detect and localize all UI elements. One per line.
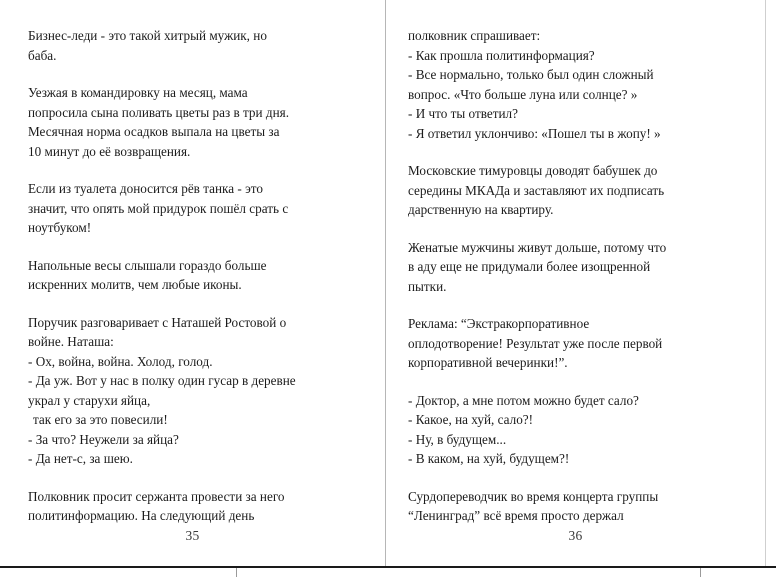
- joke-paragraph: [28, 83, 358, 161]
- text-line: политинформацию. На следующий день: [28, 508, 255, 523]
- text-line: значит, что опять мой придурок пошёл срать с: [28, 200, 289, 216]
- bottom-tick-mark-right: [700, 568, 701, 577]
- joke-paragraph: [28, 256, 358, 295]
- page-gutter-divider: [385, 0, 386, 566]
- text-line: - Я ответил уклончиво: «Пошел ты в жопу! »: [408, 125, 661, 141]
- page-left-text-column: [28, 26, 358, 526]
- joke-paragraph: [408, 487, 745, 526]
- text-line: Сурдопереводчик во время концерта группы: [408, 488, 659, 504]
- text-line: так его за это повесили!: [33, 412, 168, 427]
- text-line: 10 минут до её возвращения.: [28, 143, 191, 159]
- joke-paragraph: [28, 487, 358, 526]
- page-number-left: 35: [185, 528, 200, 543]
- bottom-tick-mark-left: [236, 568, 237, 577]
- text-line: Московские тимуровцы доводят бабушек до: [408, 163, 658, 178]
- text-line: Полковник просит сержанта провести за него: [28, 488, 285, 504]
- text-line: дарственную на квартиру.: [408, 202, 554, 217]
- text-line: - Ну, в будущем...: [408, 431, 507, 447]
- text-line: - В каком, на хуй, будущем?!: [408, 451, 570, 466]
- page-number-right: 36: [568, 528, 583, 543]
- text-line: Месячная норма осадков выпала на цветы за: [28, 124, 280, 139]
- text-line: Бизнес-леди - это такой хитрый мужик, но: [28, 28, 267, 43]
- text-line: украл у старухи яйца,: [28, 392, 151, 408]
- joke-paragraph: [28, 26, 358, 65]
- text-line: - Как прошла политинформация?: [408, 47, 595, 63]
- page-right-edge-rule: [765, 0, 766, 566]
- text-line: вопрос. «Что больше луна или солнце? »: [408, 86, 638, 102]
- joke-paragraph: [408, 26, 745, 143]
- text-line: корпоративной вечеринки!”.: [408, 355, 568, 370]
- text-line: - За что? Неужели за яйца?: [28, 431, 179, 447]
- text-line: - Доктор, а мне потом можно будет сало?: [408, 392, 639, 408]
- text-line: - Да нет-с, за шею.: [28, 451, 133, 466]
- text-line: пытки.: [408, 278, 447, 294]
- text-line: Поручик разговаривает с Наташей Ростовой о: [28, 314, 287, 330]
- text-line: оплодотворение! Результат уже после первой: [408, 335, 663, 351]
- joke-paragraph: [28, 179, 358, 238]
- text-line: искренних молитв, чем любые иконы.: [28, 277, 242, 292]
- text-line: середины МКАДа и заставляют их подписать: [408, 182, 665, 198]
- text-line: попросила сына поливать цветы раз в три дня.: [28, 104, 290, 120]
- page-bottom-edge-rule: [0, 566, 776, 568]
- text-line: - Все нормально, только был один сложный: [408, 67, 654, 82]
- text-line: Женатые мужчины живут дольше, потому что: [408, 239, 667, 255]
- joke-paragraph: [408, 161, 745, 220]
- text-line: Реклама: “Экстракорпоративное: [408, 316, 590, 331]
- text-line: - И что ты ответил?: [408, 106, 518, 121]
- text-line: Если из туалета доносится рёв танка - это: [28, 181, 263, 196]
- text-line: полковник спрашивает:: [408, 28, 541, 43]
- joke-paragraph: [408, 314, 745, 373]
- text-line: в аду еще не придумали более изощренной: [408, 259, 651, 274]
- page-left: [0, 0, 385, 566]
- joke-paragraph: [408, 391, 745, 469]
- page-right-text-column: [408, 26, 745, 526]
- text-line: Напольные весы слышали гораздо больше: [28, 257, 267, 273]
- text-line: - Ох, война, война. Холод, голод.: [28, 353, 213, 369]
- joke-paragraph: [28, 313, 358, 469]
- text-line: - Да уж. Вот у нас в полку один гусар в деревне: [28, 373, 296, 388]
- joke-paragraph: [408, 238, 745, 297]
- text-line: Уезжая в командировку на месяц, мама: [28, 85, 248, 100]
- page-right: [386, 0, 765, 566]
- text-line: ноутбуком!: [28, 220, 92, 235]
- text-line: баба.: [28, 47, 57, 63]
- text-line: “Ленинград” всё время просто держал: [408, 508, 624, 523]
- text-line: - Какое, на хуй, сало?!: [408, 412, 534, 427]
- text-line: войне. Наташа:: [28, 334, 114, 349]
